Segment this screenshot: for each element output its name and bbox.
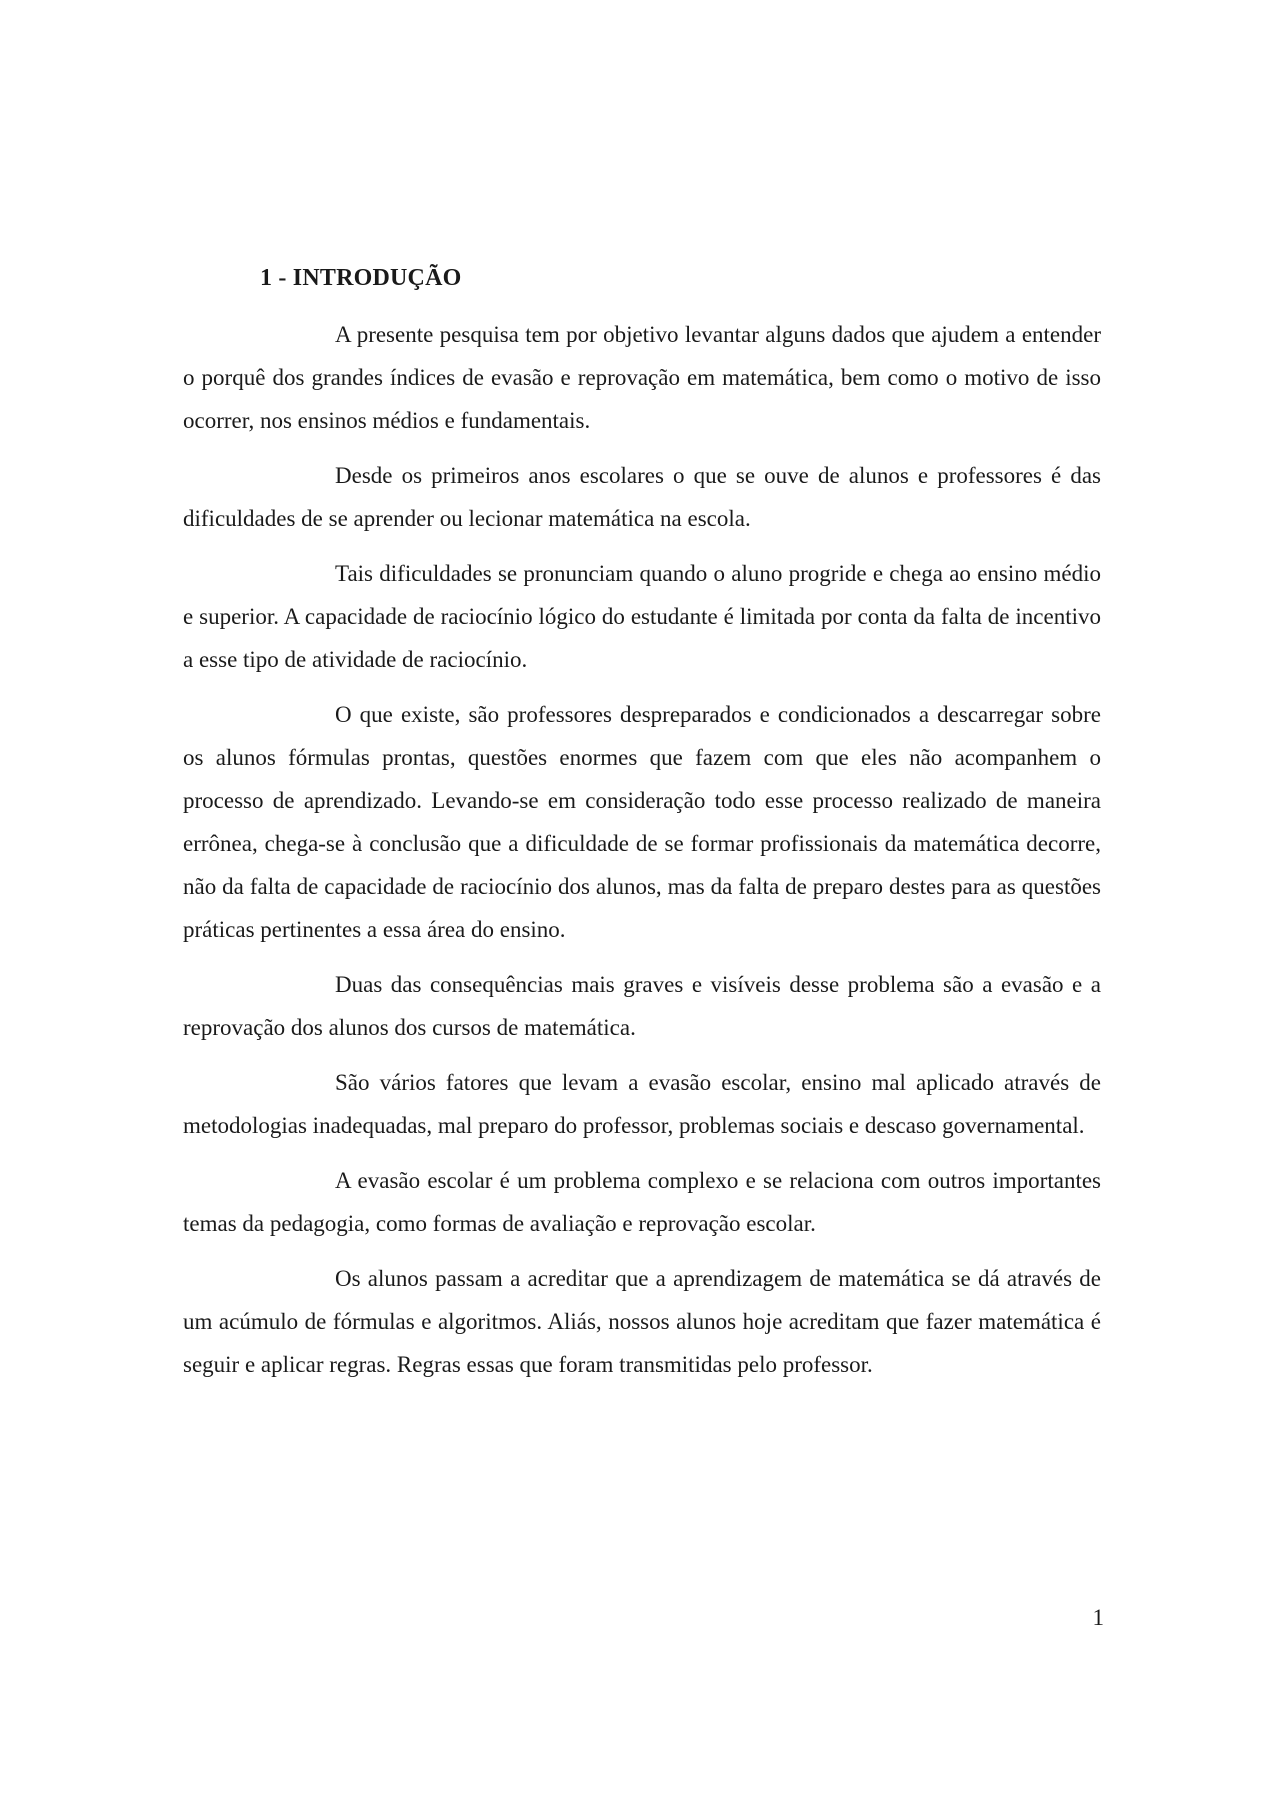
paragraph-7: A evasão escolar é um problema complexo e se relaciona com outros importantes temas da pedagogia, como formas de avaliação e reprovação escolar. — [183, 1168, 1101, 1236]
paragraph-4: O que existe, são professores despreparados e condicionados a descarregar sobre os alunos fórmulas prontas, questões enormes que fazem com que eles não acompanhem o processo de aprendizado. Levando-se em consideração todo esse processo realizado de maneira errônea, chega-se à conclusão que a dificuldade de se formar profissionais da matemática decorre, não da falta de capacidade de raciocínio dos alunos, mas da falta de preparo destes para as questões práticas pertinentes a essa área do ensino. — [183, 702, 1101, 942]
paragraph-6: São vários fatores que levam a evasão escolar, ensino mal aplicado através de metodologias inadequadas, mal preparo do professor, problemas sociais e descaso governamental. — [183, 1070, 1101, 1138]
page-number: 1 — [1092, 1605, 1104, 1630]
body-text — [183, 313, 1101, 1398]
paragraph-8: Os alunos passam a acreditar que a aprendizagem de matemática se dá através de um acúmulo de fórmulas e algoritmos. Aliás, nossos alunos hoje acreditam que fazer matemática é seguir e aplicar regras. Regras essas que foram transmitidas pelo professor. — [183, 1266, 1101, 1377]
paragraph-3: Tais dificuldades se pronunciam quando o aluno progride e chega ao ensino médio e superior. A capacidade de raciocínio lógico do estudante é limitada por conta da falta de incentivo a esse tipo de atividade de raciocínio. — [183, 561, 1101, 672]
paragraph-1: A presente pesquisa tem por objetivo levantar alguns dados que ajudem a entender o porquê dos grandes índices de evasão e reprovação em matemática, bem como o motivo de isso ocorrer, nos ensinos médios e fundamentais. — [183, 322, 1101, 433]
section-heading: 1 - INTRODUÇÃO — [260, 265, 462, 291]
paragraph-5: Duas das consequências mais graves e visíveis desse problema são a evasão e a reprovação dos alunos dos cursos de matemática. — [183, 972, 1101, 1040]
paragraph-2: Desde os primeiros anos escolares o que se ouve de alunos e professores é das dificuldades de se aprender ou lecionar matemática na escola. — [183, 463, 1101, 531]
